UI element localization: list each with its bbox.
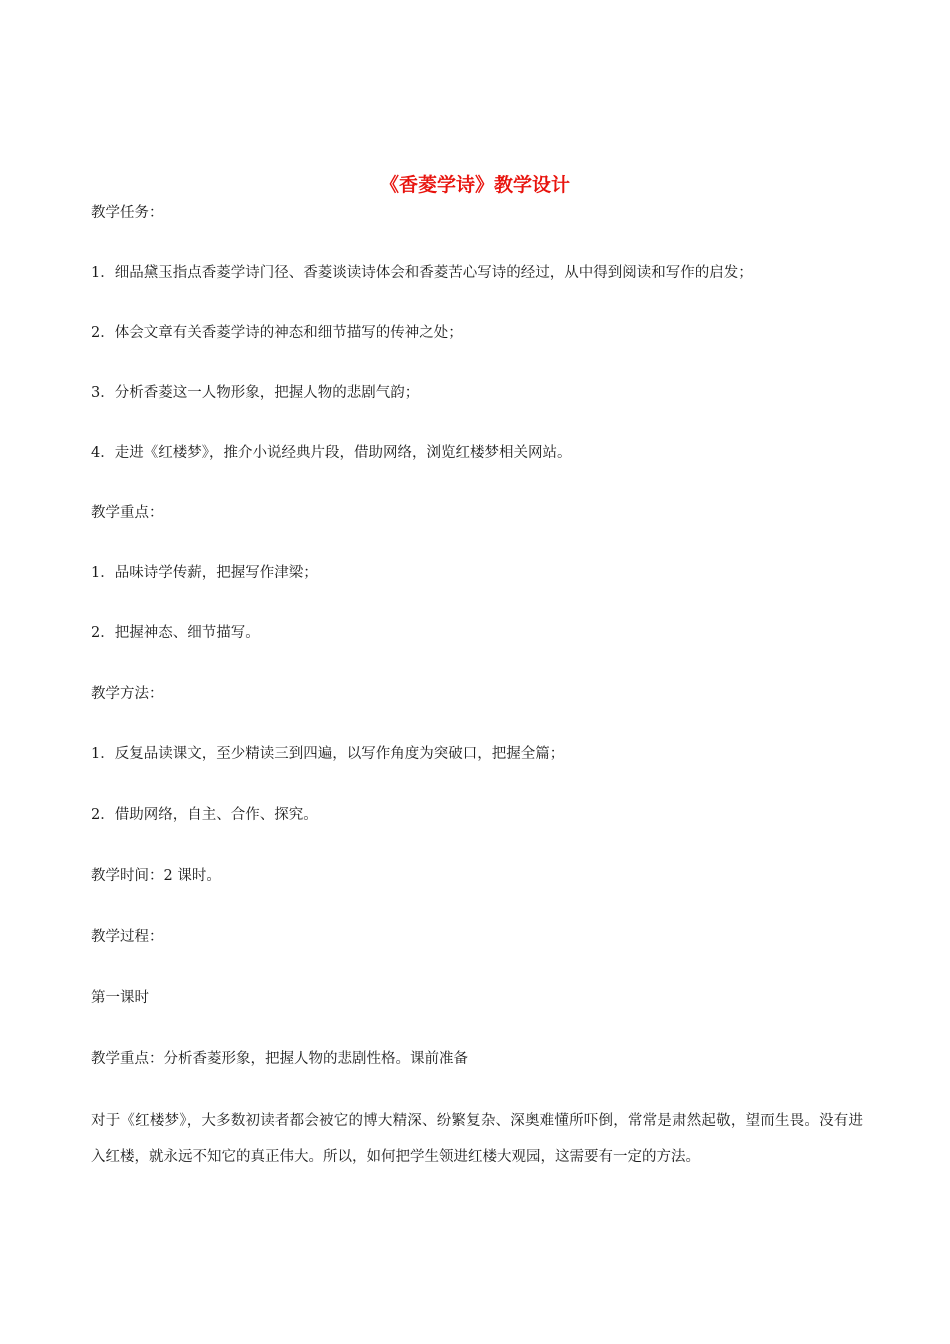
key-point-item-1: 1．品味诗学传薪，把握写作津梁； (91, 565, 318, 581)
key-point-item-2: 2．把握神态、细节描写。 (91, 625, 260, 641)
section-heading-process: 教学过程： (91, 929, 164, 945)
method-item-1: 1．反复品读课文，至少精读三到四遍，以写作角度为突破口，把握全篇； (91, 746, 565, 762)
section-heading-key-points: 教学重点： (91, 505, 164, 521)
task-item-2: 2．体会文章有关香菱学诗的神态和细节描写的传神之处； (91, 325, 463, 341)
method-item-2: 2．借助网络，自主、合作、探究。 (91, 807, 318, 823)
section-heading-tasks: 教学任务： (91, 205, 164, 221)
lesson-heading: 第一课时 (91, 990, 149, 1006)
lesson-key-point: 教学重点：分析香菱形象，把握人物的悲剧性格。课前准备 (91, 1051, 468, 1067)
section-heading-methods: 教学方法： (91, 686, 164, 702)
task-item-4: 4．走进《红楼梦》，推介小说经典片段，借助网络，浏览红楼梦相关网站。 (91, 445, 572, 461)
intro-paragraph: 对于《红楼梦》，大多数初读者都会被它的博大精深、纷繁复杂、深奥难懂所吓倒，常常是肃然起敬，望而生畏。没有进入红楼，就永远不知它的真正伟大。所以，如何把学生领进红楼大观园，这需要有一定的方法。 (91, 1113, 863, 1165)
document-title: 《香菱学诗》教学设计 (379, 174, 570, 196)
teaching-time: 教学时间：2 课时。 (91, 868, 221, 884)
task-item-3: 3．分析香菱这一人物形象，把握人物的悲剧气韵； (91, 385, 420, 401)
task-item-1: 1．细品黛玉指点香菱学诗门径、香菱谈读诗体会和香菱苦心写诗的经过，从中得到阅读和写作的启发； (91, 265, 753, 281)
